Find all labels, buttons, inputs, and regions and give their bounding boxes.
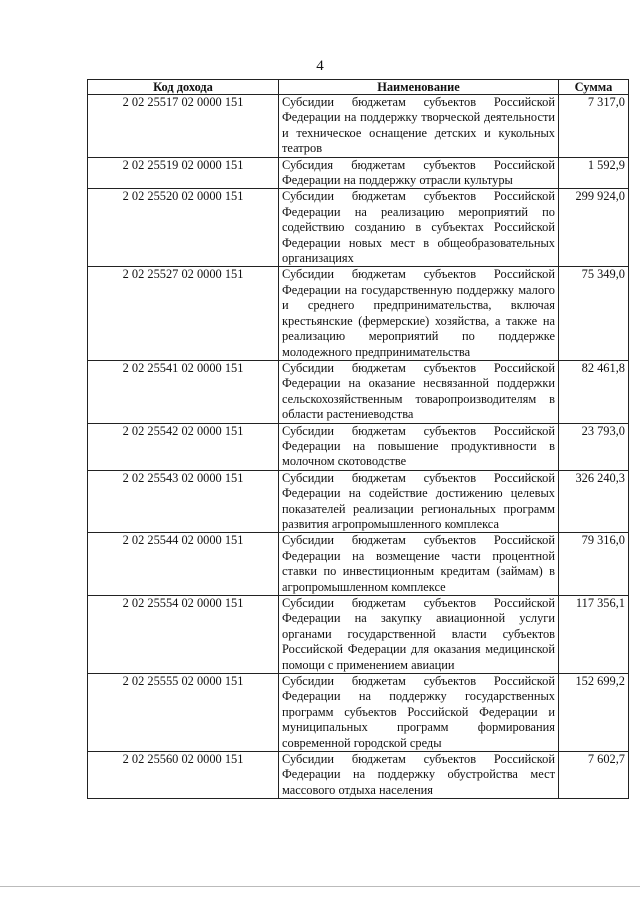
table-row bbox=[88, 674, 629, 752]
income-name: Субсидия бюджетам субъектов Российской Федерации на поддержку отрасли культуры bbox=[279, 157, 559, 189]
table-row bbox=[88, 157, 629, 189]
income-amount: 117 356,1 bbox=[559, 596, 629, 674]
income-name: Субсидии бюджетам субъектов Российской Федерации на возмещение части процентной ставки по инвестиционным кредитам (займам) в агропромышленном комплексе bbox=[279, 533, 559, 596]
income-amount: 152 699,2 bbox=[559, 674, 629, 752]
income-name: Субсидии бюджетам субъектов Российской Федерации на закупку авиационной услуги органами государственной власти субъектов Российской Федерации для оказания медицинской помощи с применением авиации bbox=[279, 596, 559, 674]
income-name: Субсидии бюджетам субъектов Российской Федерации на оказание несвязанной поддержки сельскохозяйственным товаропроизводителям в области растениеводства bbox=[279, 360, 559, 423]
header-code: Код дохода bbox=[88, 80, 279, 95]
revenue-table bbox=[87, 79, 629, 799]
income-code: 2 02 25527 02 0000 151 bbox=[88, 267, 279, 360]
income-code: 2 02 25555 02 0000 151 bbox=[88, 674, 279, 752]
income-code: 2 02 25542 02 0000 151 bbox=[88, 423, 279, 470]
table-row bbox=[88, 470, 629, 533]
income-amount: 326 240,3 bbox=[559, 470, 629, 533]
table-row bbox=[88, 533, 629, 596]
page-number: 4 bbox=[316, 58, 324, 74]
income-code: 2 02 25517 02 0000 151 bbox=[88, 95, 279, 158]
header-name: Наименование bbox=[279, 80, 559, 95]
income-name: Субсидии бюджетам субъектов Российской Федерации на поддержку обустройства мест массового отдыха населения bbox=[279, 752, 559, 799]
income-code: 2 02 25544 02 0000 151 bbox=[88, 533, 279, 596]
page-bottom-edge bbox=[0, 886, 640, 887]
income-amount: 23 793,0 bbox=[559, 423, 629, 470]
income-code: 2 02 25543 02 0000 151 bbox=[88, 470, 279, 533]
table-header-row bbox=[88, 80, 629, 95]
income-amount: 1 592,9 bbox=[559, 157, 629, 189]
table-row bbox=[88, 752, 629, 799]
table-row bbox=[88, 189, 629, 267]
table-row bbox=[88, 423, 629, 470]
table-row bbox=[88, 95, 629, 158]
table-row bbox=[88, 360, 629, 423]
income-name: Субсидии бюджетам субъектов Российской Федерации на поддержку государственных программ субъектов Российской Федерации и муниципальных программ формирования современной городской среды bbox=[279, 674, 559, 752]
table-row bbox=[88, 596, 629, 674]
income-name: Субсидии бюджетам субъектов Российской Федерации на поддержку творческой деятельности и техническое оснащение детских и кукольных театров bbox=[279, 95, 559, 158]
income-name: Субсидии бюджетам субъектов Российской Федерации на государственную поддержку малого и среднего предпринимательства, включая крестьянские (фермерские) хозяйства, а также на реализацию мероприятий по поддержке молодежного предпринимательства bbox=[279, 267, 559, 360]
income-name: Субсидии бюджетам субъектов Российской Федерации на содействие достижению целевых показателей реализации региональных программ развития агропромышленного комплекса bbox=[279, 470, 559, 533]
header-amount: Сумма bbox=[559, 80, 629, 95]
income-amount: 82 461,8 bbox=[559, 360, 629, 423]
income-amount: 7 317,0 bbox=[559, 95, 629, 158]
income-code: 2 02 25554 02 0000 151 bbox=[88, 596, 279, 674]
income-code: 2 02 25520 02 0000 151 bbox=[88, 189, 279, 267]
table-row bbox=[88, 267, 629, 360]
income-code: 2 02 25541 02 0000 151 bbox=[88, 360, 279, 423]
income-amount: 75 349,0 bbox=[559, 267, 629, 360]
income-amount: 299 924,0 bbox=[559, 189, 629, 267]
income-code: 2 02 25560 02 0000 151 bbox=[88, 752, 279, 799]
income-name: Субсидии бюджетам субъектов Российской Федерации на повышение продуктивности в молочном скотоводстве bbox=[279, 423, 559, 470]
income-code: 2 02 25519 02 0000 151 bbox=[88, 157, 279, 189]
income-amount: 79 316,0 bbox=[559, 533, 629, 596]
income-amount: 7 602,7 bbox=[559, 752, 629, 799]
income-name: Субсидии бюджетам субъектов Российской Федерации на реализацию мероприятий по содействию созданию в субъектах Российской Федерации новых мест в общеобразовательных организациях bbox=[279, 189, 559, 267]
